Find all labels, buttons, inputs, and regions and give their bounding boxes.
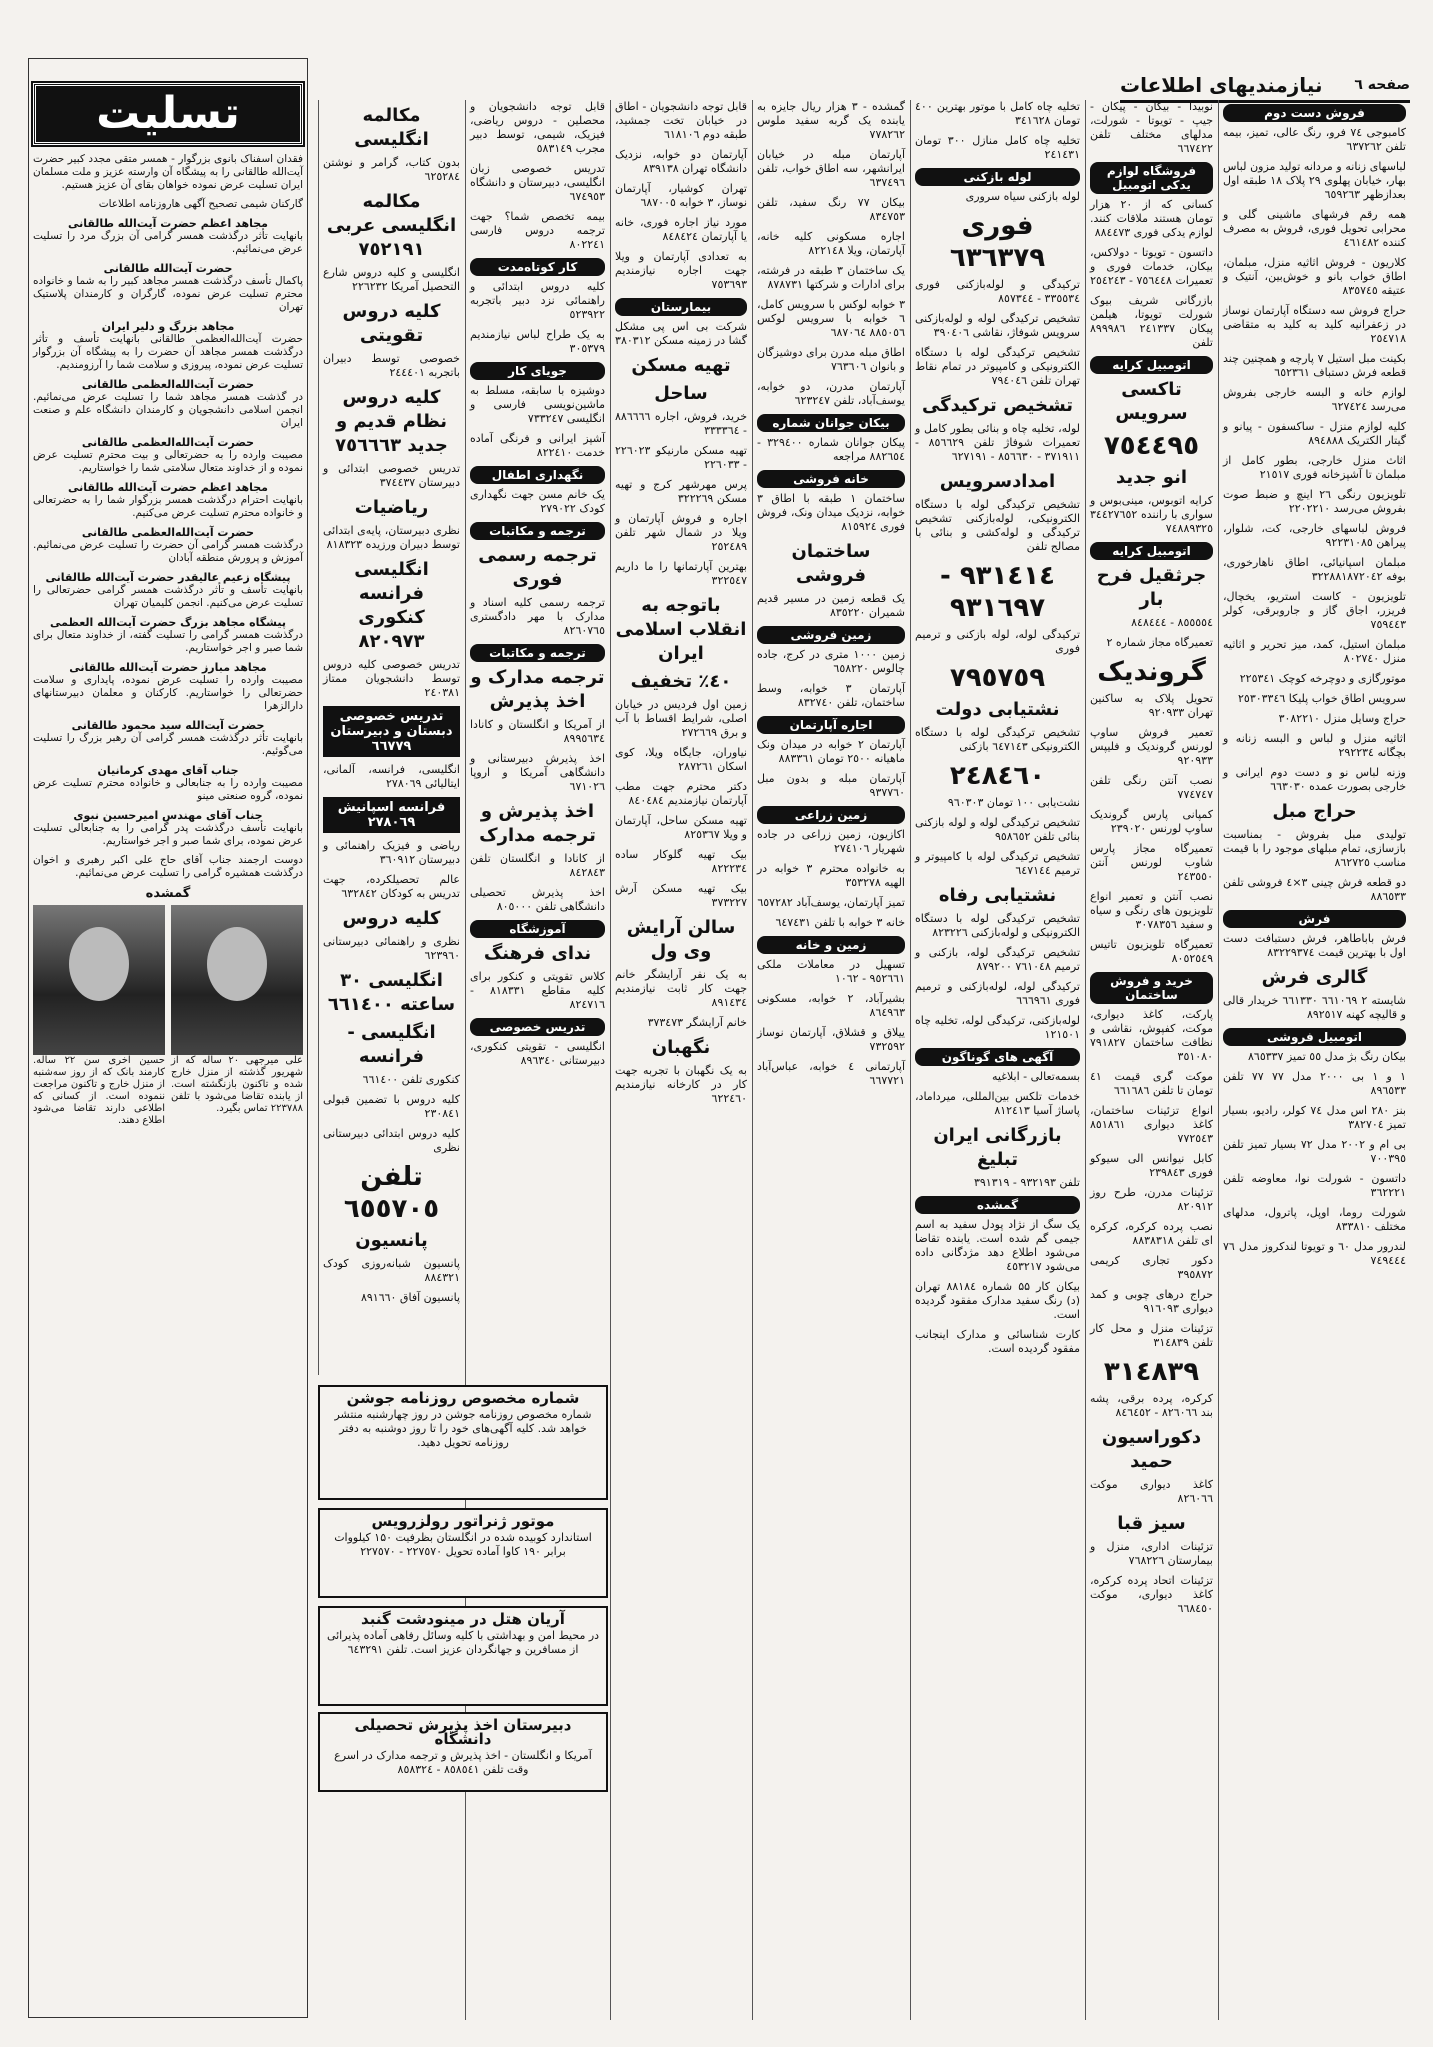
condolence-entry: [33, 616, 303, 655]
condolence-entry-heading: مجاهد بزرگ و دلیر ایران: [101, 320, 235, 333]
classified-ad: بهترین آپارتمانها را ما داریم ٣٢٢٥٤٧: [615, 560, 747, 587]
classified-ad: مکالمه انگلیسی عربی ٧٥٢١٩١: [326, 191, 457, 260]
section-heading: فرش: [1223, 910, 1406, 928]
classified-ad: زمین اول فردیس در خیابان اصلی، شرایط اقساط با آب و برق ٢٧٢٦٦٩: [615, 698, 747, 739]
classified-ad: نگهبان: [651, 1037, 711, 1058]
classified-ad: قابل توجه دانشجویان - اطاق در خیابان تخت جمشید، طبقه دوم ٦١٨١٠٦: [615, 100, 747, 141]
condolence-entry-text: بانهایت احترام درگذشت همسر بزرگوار شما را به حضرتعالی و خانواده محترم تسلیت عرض می‌کنیم.: [33, 494, 303, 519]
condolence-entry-text: فقدان اسفناک بانوی بزرگوار - همسر متقی مجدد کبیر حضرت آیت‌الله طالقانی را به پیشگاه آن وارسته عزیز و ملت مسلمان ایران تسلیت عرض نموده خواهان بقای آن عزیز هستیم.: [33, 153, 303, 191]
missing-person-1: [171, 905, 303, 1127]
classified-ad: حراج وسایل منزل ٣٠٨٢٢١٠: [1278, 712, 1406, 725]
classified-ad: پانسیون: [355, 1230, 428, 1251]
section-heading: اتومبیل کرایه: [1090, 542, 1213, 560]
classified-ad: ریاضی و فیزیک راهنمائی و دبیرستان ٣٦٠٩١٢: [323, 839, 460, 866]
classified-ad: کمپانی پارس گروندیک ساوپ لورنس ٢٣٩٠٢٠: [1090, 808, 1213, 835]
masthead: [1120, 70, 1410, 103]
classified-ad: لباسهای زنانه و مردانه تولید مزون لباس بهار، خیابان پهلوی ۲۹ پلاک ۱۸ طبقه اول بعدازظهر ٦٥٩٢٦٣: [1223, 160, 1406, 201]
classified-ad: به یک نفر آرایشگر خانم جهت کار ثابت نیازمندیم ٨٩١٤٣٤: [615, 968, 747, 1009]
classified-ad: ساختمان ۱ طبقه با اطاق ۳ خوابه، نزدیک میدان ونک، فروش فوری ٨١٥٩٢٤: [757, 492, 905, 533]
classified-ad: کارت شناسائی و مدارک اینجانب مفقود گردیده است.: [915, 1328, 1080, 1355]
classified-ad: ساختمان فروشی: [791, 541, 871, 586]
section-heading: جویای کار: [470, 362, 605, 380]
condolence-entry-heading: حضرت آیت‌الله‌العظمی طالقانی: [81, 378, 255, 391]
classified-ad: تزئینات منزل و محل کار تلفن ٣١٤٨٣٩: [1090, 1322, 1213, 1349]
section-heading: ترجمه و مکاتبات: [470, 522, 605, 540]
classified-ad: کلیه دروس با تضمین قبولی ٢٣٠٨٤١: [323, 1093, 460, 1120]
classified-ad: گروندیک: [1097, 657, 1206, 687]
classified-ad: کامبوجی ٧٤ فرو، رنگ عالی، تمیز، بیمه تلفن ٦٣٧٢٦٢: [1223, 126, 1406, 153]
classified-ad: کلیه لوازم منزل - ساکسفون - پیانو و گیتار الکتریک ٨٩٤٨٨٨: [1223, 420, 1406, 447]
classified-ad: کلیه دروس نظام قدیم و جدید ٧٥٦٦٦٣: [335, 387, 448, 456]
classified-ad: تشخیص ترکیدگی لوله با دستگاه الکترونیکی و لوله‌بازکنی ٨٢٣٢٢٦: [915, 912, 1080, 939]
classified-ad: بیک تهیه مسکن آرش ٣٧٣٢٢٧: [615, 882, 747, 909]
classified-ad: خانم آرایشگر ٣٧٣٤٧٣: [647, 1016, 747, 1029]
classified-ad: کاغذ دیواری موکت ٨٢٦٠٦٦: [1090, 1478, 1213, 1505]
wide-ad-text: آمریکا و انگلستان - اخذ پذیرش و ترجمه مدارک در اسرع وقت تلفن ٨٥٨٥٤١ - ٨٥٨٣٢٤: [334, 1749, 592, 1776]
missing-persons-photos: [33, 905, 303, 1127]
classified-ad: اجاره و فروش آپارتمان و ویلا در شمال شهر تلفن ٢٥٢٤٨٩: [615, 512, 747, 553]
section-heading: کار کوتاه‌مدت: [470, 258, 605, 276]
classified-ad: آپارتمان مبله در خیابان ایرانشهر، سه اطاق خواب، تلفن ٦٣٧٤٩٦: [757, 148, 905, 189]
classified-ad: بشیرآباد، ٢ خوابه، مسکونی ٨٦٤٩٦٣: [757, 992, 906, 1019]
classified-ad: حراج فروش سه دستگاه آپارتمان نوساز در زعفرانیه کلید به کلید به متقاضی ٢٥٤٧١٨: [1223, 304, 1406, 345]
classified-ad: لوازم خانه و البسه خارجی بفروش می‌رسد ٦٢٧٤٢٤: [1223, 386, 1406, 413]
classified-ad: تعمیرگاه مجاز شماره ٢: [1106, 636, 1213, 649]
classified-ad: نظری دبیرستان، پایه‌ی ابتدائی توسط دبیران ورزیده ٨١٨٣٢٣: [323, 524, 460, 551]
classified-ad: انگلیسی فرانسه کنکوری ٨٢٠٩٧٣: [354, 559, 429, 652]
classified-ad: آپارتمان مبله و بدون مبل ٩٣٧٧٦٠: [757, 772, 905, 799]
classified-ad: تلفن ٩٣٢١٩٣ - ٣٩١٣١٩: [973, 1176, 1080, 1189]
section-heading: فروشگاه لوازم یدکی اتومبیل: [1090, 162, 1213, 194]
classified-ad: داتسون - تویوتا - دولاکس، بیکان، خدمات فوری و تعمیرات ٧٥٦٤٤٨ - ٢٥٤٢٤٣: [1090, 246, 1213, 287]
condolence-entry-heading: جناب آقای مهندس امیرحسین نبوی: [73, 809, 263, 822]
classified-ad: تلفن ٦٥٥٧٠٥: [343, 1162, 440, 1224]
condolence-entry-heading: جناب آقای مهدی کرمانیان: [97, 764, 239, 777]
classified-ad: تهیه مسکن ساحل، آپارتمان و ویلا ٨٢٥٣٦٧: [615, 814, 747, 841]
classified-ad: بیکان کار ۵۵ شماره ٨٨١٨٤ تهران (د) رنگ سفید مدارک مفقود گردیده است.: [915, 1280, 1080, 1321]
wide-ad-heading: موتور ژنراتور رولزرویس: [371, 1512, 555, 1530]
classified-ad: خرید، فروش، اجاره ٨٨٦٦٦٦ - ٣٣٣٣٦٤: [615, 410, 747, 437]
classified-ad: ٤٠٪ تخفیف: [630, 671, 732, 692]
classified-ad: تشخیص ترکیدگی لوله با دستگاه الکترونیکی، لوله‌بازکنی تشخیص ترکیدگی و لوله‌کشی و بنائی با مصالح تلفن: [915, 498, 1080, 553]
classified-ad: ٢٤٨٤٦٠: [949, 761, 1046, 791]
classified-ad: ترکیدگی لوله، لوله بازکنی و ترمیم فوری: [915, 628, 1080, 655]
classified-ad: لندرور مدل ٦٠ و تویوتا لندکروز مدل ٧٦ ٧٤٩٤٤٤: [1223, 1240, 1406, 1267]
condolence-entry-heading: حضرت آیت‌الله سید محمود طالقانی: [71, 719, 265, 732]
classified-ad: لوله، تخلیه چاه و بنائی بطور کامل و تعمیرات شوفاژ تلفن ٨٥٦٦٢٩ - ٣٧١٩١١ - ٨٥٦٦٣٠ - ٦٢٧١٩١: [915, 422, 1081, 463]
classified-ad: کنکوری تلفن ٦٦١٤٠٠: [362, 1073, 460, 1086]
classified-ad: تدریس خصوصی ابتدائی و دبیرستان ٣٧٤٤٣٧: [323, 462, 460, 489]
classified-ad: نشت‌یابی ۱۰۰ تومان ٩٦٠٣٠٣: [947, 796, 1080, 809]
condolence-entry: [33, 719, 303, 758]
classified-ad: فرانسه اسپانیش ٢٧٨٠٦٩: [323, 797, 460, 833]
section-heading: اجاره آپارتمان: [757, 716, 905, 734]
classified-ad: سالن آرایش وی ول: [626, 917, 736, 962]
classified-ad: کلاس تقویتی و کنکور برای کلیه مقاطع ٨١٨٣٣١ - ٨٢٤٧١٦: [470, 970, 606, 1011]
classified-ad: بازرگانی ایران تبلیغ: [933, 1125, 1062, 1170]
section-title: نیازمندیهای اطلاعات: [1120, 73, 1323, 97]
classified-ad: تخلیه چاه کامل منازل ٣٠٠ تومان ٢٤١٤٣١: [915, 134, 1080, 161]
classified-ad: تسهیل در معاملات ملکی ٩٥٢٦٦١ - ١٠٦٢: [757, 958, 905, 985]
classified-ad: جرثقیل فرح بار: [1096, 565, 1207, 610]
classified-ad: آپارتمان دو خوابه، نزدیک دانشگاه تهران ٨٣٩١٣٨: [615, 148, 747, 175]
classified-ad: تعمیرگاه مجاز پارس شاوب لورنس آنتن ٢٤٣٥٥٠: [1090, 842, 1213, 883]
page-number: صفحه ٦: [1354, 77, 1410, 93]
classified-ad: به تعدادی آپارتمان و ویلا جهت اجاره نیازمندیم ٧٥٣٦٩٣: [615, 250, 747, 291]
classified-ad: گمشده - ۳ هزار ریال جایزه به یابنده یک گربه سفید ملوس ٧٧٨٢٦٢: [757, 100, 905, 141]
classified-ad: یک قطعه زمین در مسیر قدیم شمیران ٨٣٥٢٢٠: [757, 592, 905, 619]
classified-ad: انگلیسی - تقویتی کنکوری، دبیرستانی ٨٩٦٣٤٠: [470, 1040, 605, 1067]
section-heading: خرید و فروش ساختمان: [1090, 972, 1213, 1004]
classified-ad: انگلیسی و کلیه دروس شارع التحصیل آمریکا ٢٢٦٢٣٢: [323, 266, 460, 293]
classified-ad: کلاریون - فروش اثاثیه منزل، مبلمان، اطاق خواب بانو و خوش‌بین، آنتیک و عتیقه ٨٣٥٧٤٥: [1223, 256, 1406, 297]
condolence-entry-text: مصیبت وارده را تسلیت عرض نموده، پایداری و سلامت حضرتعالی را خواستاریم. کارکنان و معلمان دبیرستانهای دارالزهرا: [33, 674, 303, 712]
classified-ad: دکتر محترم جهت مطب آپارتمان نیازمندیم ٨٤٠٤٨٤: [615, 780, 747, 807]
classified-ad: تشخیص ترکیدگی لوله و لوله‌بازکنی سرویس شوفاژ، نقاشی ٣٩٠٤٠٦: [915, 312, 1080, 339]
section-heading: فروش دست دوم: [1223, 104, 1406, 122]
section-heading: بیمارستان: [615, 298, 747, 316]
condolence-entry-text: در گذشت همسر مجاهد شما را تسلیت عرض می‌نمائیم. انجمن اسلامی دانشجویان و کارمندان دانشگاه علم و صنعت ایران: [33, 391, 303, 429]
missing-person-caption: حسین اخری سن ۲۲ ساله. کارمند بانک که از روز سه‌شنبه از منزل خارج و تاکنون مراجعت ننموده است. از کسانی که اطلاعی دارند تقاضا می‌شود اطلاع دهند.: [33, 1055, 165, 1126]
wide-ad-generator: [318, 1508, 608, 1598]
section-heading: آموزشگاه: [470, 920, 605, 938]
classified-ad: ندای فرهنگ: [483, 943, 592, 964]
classified-ad: ترکیدگی و لوله‌بازکنی فوری ٣٣٥٥٣٤ - ٨٥٧٣٤٤: [915, 278, 1080, 305]
classified-ad: موکت گری قیمت ٤١ تومان تا تلفن ٦٦١٦٨٦: [1090, 1070, 1213, 1097]
wide-ad-heading: آریان هتل در مینودشت گنبد: [361, 1610, 565, 1628]
section-heading: ترجمه و مکاتبات: [470, 644, 605, 662]
classified-ad: اثاث منزل خارجی، بطور کامل از مبلمان تا آشپزخانه فوری ٢١٥١٧: [1223, 454, 1406, 481]
classified-ad: تخلیه چاه کامل با موتور بهترین ٤٠٠ تومان ٣٤١٦٢٨: [915, 100, 1080, 127]
classified-ad: ٩٣١٤١٤ - ٩٣١٦٩٧: [939, 561, 1056, 623]
classified-ad: کرایه اتوبوس، مینی‌بوس و سواری با راننده ٣٤٤٢٧٦٥٢ ٧٤٨٨٩٣٢٥: [1090, 494, 1213, 535]
classified-ad: پانسیون آفاق ٨٩١٦٦٠: [360, 1291, 460, 1304]
classified-ad: حراج درهای چوبی و کمد دیواری ٩١٦٠٩٣: [1090, 1288, 1213, 1315]
classified-ad: همه رقم فرشهای ماشینی گلی و محرابی تحویل فوری، فروش به مصرف کننده ٤٦١٤٨٢: [1223, 208, 1406, 249]
classified-column: [910, 100, 1084, 2020]
classified-ad: کابل نیوانس الی سیوکو فوری ٢٣٩٨٤٣: [1090, 1152, 1213, 1179]
classified-ad: خصوصی توسط دبیران باتجربه ٢٤٤٤٠١: [323, 352, 460, 379]
classified-ad: بدون کتاب، گرامر و نوشتن ٦٢٥٢٨٤: [323, 156, 460, 183]
condolence-entry-text: پاکمال تأسف درگذشت همسر مجاهد کبیر را به شما و خانواده محترم تسلیت عرض نموده، گارگران و کارمندان پلاستیک تهران: [33, 275, 303, 313]
section-heading: زمین فروشی: [757, 626, 905, 644]
classified-ad: بسمه‌تعالی - ابلاغیه: [992, 1070, 1080, 1083]
condolence-entry: [33, 436, 303, 475]
classified-ad: کلیه دروس: [342, 908, 441, 929]
classified-ad: بیکان ۷۷ رنگ سفید، تلفن ٨٣٤٧٥٣: [757, 196, 905, 223]
classified-ad: تعمیر فروش ساوپ لورنس گروندیک و فلیپس ٩٢٠٩٣٣: [1090, 726, 1213, 767]
classified-ad: تشخیص ترکیدگی لوله، بازکنی و ترمیم ٧٦١٠٤٨ ٨٧٩٢٠٠: [915, 946, 1080, 973]
classified-ad: ۱ و ۱ بی ٢٠٠٠ مدل ٧٧ ٧٧ تلفن ٨٩٦٥٣٣: [1223, 1070, 1406, 1097]
classified-ad: داتسون - شورلت نوا، معاوضه تلفن ٣٦٢٢٢١: [1223, 1172, 1406, 1199]
classified-ad: انو جدید: [1115, 467, 1187, 488]
classified-ad: ترجمه رسمی فوری: [478, 545, 597, 590]
classified-ad: نظری و راهنمائی دبیرستانی ٦٢٣٩٦٠: [323, 935, 460, 962]
condolence-entry: [33, 153, 303, 192]
classified-ad: انواع تزئینات ساختمان، کاغذ دیواری ٨٥١٨٦١ ٧٧٢٥٤٣: [1090, 1104, 1213, 1145]
wide-ad-text: استاندارد کوبیده شده در انگلستان بظرفیت ۱۵۰ کیلووات برابر ۱۹۰ کاوا آماده تحویل ٢٢٧٥٧٠ - ٢٢٧٥٧٠: [334, 1531, 592, 1558]
classified-ad: بکینت مبل استیل ٧ پارچه و همچنین چند قطعه فرش دستباف ٦٥٢٣٦١: [1223, 352, 1406, 379]
classified-ad: ریاضیات: [354, 497, 429, 518]
classified-ad: فروش لباسهای خارجی، کت، شلوار، پیراهن ٩٢٢٣١٠٨٥: [1223, 522, 1406, 549]
section-heading: تدریس خصوصی: [470, 1018, 605, 1036]
classified-ad: فوری ٦٣٦٣٧٩: [949, 211, 1046, 273]
condolence-entry-heading: مجاهد اعظم حضرت آیت‌الله طالقانی: [68, 481, 268, 494]
classified-ad: نشتیابی رفاه: [938, 885, 1057, 906]
classified-ad: ترجمه مدارک و اخذ پذیرش: [470, 667, 605, 712]
section-heading: بیکان جوانان شماره: [757, 414, 905, 432]
classified-ad: ساحل: [654, 383, 708, 404]
classified-ad: پیکان جوانان شماره ٣٢٩٤٠٠ - ٨٨٢٦٥٤ مراجعه: [757, 436, 905, 463]
classified-column: [318, 100, 464, 1375]
classified-ad: شایسته ۲ ٦٦١٠٦٩ ٦٦١٣٣٠ خریدار قالی و قالیچه کهنه ٨٩٢٥١٧: [1223, 994, 1406, 1021]
classified-ad: عالم تحصیلکرده، جهت تدریس به کودکان ٦٣٢٨٤٢: [323, 873, 460, 900]
classified-ad: شرکت بی اس پی مشکل گشا در زمینه مسکن ٣٨٠٣١٢: [615, 320, 747, 347]
classified-ad: اجاره مسکونی کلیه خانه، آپارتمان، ویلا ٨٢٢١٤٨: [757, 230, 905, 257]
wide-ad-admission: [318, 1712, 608, 1792]
classified-ad: مبلمان استیل، کمد، میز تحریر و اثاثیه منزل ٨٠٢٧٤٠: [1223, 638, 1406, 665]
classified-ad: تشخیص ترکیدگی: [921, 395, 1074, 416]
classified-ad: تهیه مسکن مارنیکو ٢٢٦٠٢٣ - ٢٢٦٠٣٣: [615, 444, 747, 471]
classified-ad: از آمریکا و انگلستان و کانادا ٨٩٩٥٦٣٤: [470, 718, 605, 745]
classified-ad: بنز ۲۸۰ اس مدل ٧٤ کولر، رادیو، بسیار تمیز ٣٨٢٧٠٤: [1223, 1104, 1406, 1131]
classified-ad: نصب آنتن رنگی تلفن ٧٧٤٧٤٧: [1090, 774, 1213, 801]
classified-ad: تزئینات اداری، منزل و بیمارستان ٧٦٨٢٢٦: [1090, 1540, 1213, 1567]
classified-ad: تهران کوشیار، آپارتمان نوساز، ۳ خوابه ٦٨٧٠٠٥: [615, 182, 747, 209]
classified-column: [1218, 100, 1410, 2020]
classified-ad: باتوجه به انقلاب اسلامی ایران: [615, 595, 747, 664]
condolence-entry: [33, 764, 303, 803]
classified-ad: خدمات تلکس بین‌المللی، میرداماد، پاساژ آسیا ٨١٢٤١٣: [915, 1090, 1080, 1117]
classified-ad: قابل توجه دانشجویان و محصلین - دروس ریاضی، فیزیک، شیمی، توسط دبیر مجرب ٥٨٣١٤٩: [470, 100, 605, 155]
classified-ad: تشخیص ترکیدگی لوله با دستگاه الکترونیکی ٦٤٧١٤٣ بازکنی: [915, 726, 1080, 753]
classified-ad: انگلیسی، فرانسه، آلمانی، ایتالیائی ٢٧٨٠٦٩: [323, 763, 460, 790]
classified-ad: آپارتمان ۳ خوابه، وسط ساختمان، تلفن ٨٣٢٧٤٠: [757, 682, 905, 709]
condolence-entry-heading: پیشگاه مجاهد بزرگ حضرت آیت‌الله العظمی: [49, 616, 286, 629]
wide-ad-heading: دبیرستان اخذ پذیرش تحصیلی دانشگاه: [354, 1716, 572, 1748]
condolence-entry-text: بانهایت تأسف و تأثر درگذشت همسر گرامی حضرتعالی را تسلیت عرض می‌کنیم. انجمن کلیمیان تهران: [33, 584, 303, 609]
classified-ad: زمین ۱۰۰۰ متری در کرج، جاده چالوس ٦٥٨٢٢٠: [757, 648, 905, 675]
classified-ad: تهیه مسکن: [631, 355, 731, 376]
classified-ad: مورد نیاز اجاره فوری، خانه یا آپارتمان ٨٤٨٤٢٤: [615, 216, 747, 243]
classified-ad: سیز قبا: [1117, 1513, 1186, 1534]
condolence-entry: [33, 526, 303, 565]
classified-ad: یک سگ از نژاد پودل سفید به اسم جیمی گم شده است. یابنده تقاضا می‌شود اطلاع دهد مژدگانی داده می‌شود ٤٥٣٢١٧: [915, 1218, 1080, 1273]
classified-ad: پرس مهرشهر کرج و تهیه مسکن ٣٢٢٢٦٩: [615, 478, 747, 505]
classified-ad: پانسیون شبانه‌روزی کودک ٨٨٤٣٢١: [323, 1257, 460, 1284]
section-heading: آگهی های گوناگون: [915, 1048, 1080, 1066]
classified-ad: ٣١٤٨٣٩: [1103, 1357, 1200, 1387]
section-heading: گمشده: [915, 1196, 1080, 1214]
wide-ad-heading: شماره مخصوص روزنامه جوشن: [346, 1389, 580, 1407]
classified-column: [752, 100, 909, 2020]
condolence-entry: [33, 809, 303, 848]
classified-ad: نشتیابی دولت: [935, 699, 1060, 720]
condolence-entry-text: حضرت آیت‌الله‌العظمی طالقانی بانهایت تأسف و تأثر درگذشت همسر مجاهد آن حضرت را به پیشگاه آن بزرگوار تسلیت عرض نموده، پیروزی و سلامت شما را آرزومندیم.: [33, 333, 303, 371]
condolence-entry-text: مصیبت وارده را به جنابعالی و خانواده محترم تسلیت عرض نموده، گروه صنعتی مینو: [33, 777, 303, 802]
classified-ad: آشپز ایرانی و فرنگی آماده خدمت ٨٢٢٤١٠: [470, 432, 605, 459]
classified-ad: تدریس خصوصی دبستان و دبیرستان ٦٦٧٧٩: [323, 706, 460, 757]
classified-ad: تشخیص ترکیدگی لوله با کامپیوتر و ترمیم ٦٤٧١٤٤: [915, 850, 1080, 877]
classified-ad: پارکت، کاغذ دیواری، موکت، کفپوش، نقاشی و نظافت ساختمان ٧٩١٨٢٧ ٣٥١٠٨٠: [1090, 1008, 1213, 1063]
condolence-entries: [33, 153, 303, 880]
classified-ad: تشخیص ترکیدگی لوله با دستگاه الکترونیکی و کامپیوتر در تمام نقاط تهران تلفن ٧٩٤٠٤٦: [915, 346, 1080, 387]
classified-ad: تلویزیون - کاست استریو، یخچال، فریزر، اجاق گاز و جاروبرقی، کولر ٧٥٩٤٤٣: [1223, 590, 1406, 631]
classified-ad: تولیدی مبل بفروش - بمناسبت بازسازی، تمام مبلهای موجود را با قیمت مناسب ٨٦٢٧٢٥: [1223, 828, 1406, 869]
missing-person-photo: [33, 905, 165, 1055]
classified-ad: ترجمه رسمی کلیه اسناد و مدارک با مهر دادگستری ٨٢٦٠٧٦٥: [470, 596, 605, 637]
classified-ad: امدادسرویس: [939, 471, 1056, 492]
classified-ad: شورلت روما، اوپل، پاترول، مدلهای مختلف ٨٣٣٨١٠: [1223, 1206, 1406, 1233]
wide-ad-text: شماره مخصوص روزنامه جوشن در روز چهارشنبه منتشر خواهد شد. کلیه آگهی‌های خود را تا روز دوشنبه به دفتر روزنامه تحویل دهید.: [334, 1408, 592, 1449]
classified-ad: بیمه تخصص شما؟ جهت ترجمه دروس فارسی ٨٠٢٢٤١: [470, 210, 605, 251]
classified-ad: لوله‌بازکنی، ترکیدگی لوله، تخلیه چاه ١٢١٥٠١: [915, 1014, 1080, 1041]
classified-ad: نوبیدا - بیکان - پیکان - جیپ - تویوتا - شورلت، مدلهای مختلف تلفن ٦٦٧٤٢٢: [1090, 100, 1213, 155]
classified-ad: بیکان رنگ بژ مدل ٥٥ تمیز ٨٦٥٣٣٧: [1248, 1050, 1406, 1063]
classified-ad: انگلیسی - فرانسه: [347, 1022, 436, 1067]
classified-ad: انگلیسی ٣٠ ساعته ٦٦١٤٠٠: [327, 970, 456, 1015]
condolence-entry: [33, 198, 303, 211]
condolence-entry-text: درگذشت همسر گرامی آن حضرت را تسلیت عرض می‌نمائیم. آموزش و پرورش منطقه آبادان: [33, 539, 303, 564]
classified-ad: به یک نگهبان با تجربه جهت کار در کارخانه نیازمندیم ٦٢٢٤٦٠: [615, 1064, 747, 1105]
section-heading: اتومبیل کرایه: [1090, 356, 1213, 374]
condolence-entry-heading: حضرت آیت‌الله طالقانی: [103, 262, 233, 275]
condolence-entry-heading: مجاهد مبارز حضرت آیت‌الله طالقانی: [69, 661, 267, 674]
classified-ad: مکالمه انگلیسی: [354, 105, 429, 150]
classified-ad: دوشیزه با سابقه، مسلط به ماشین‌نویسی فارسی و انگلیسی ٧٣٣٢٤٧: [470, 384, 605, 425]
condolence-entry-heading: مجاهد اعظم حضرت آیت‌الله طالقانی: [68, 217, 268, 230]
classified-ad: دکوراسیون حمید: [1101, 1427, 1202, 1472]
classified-ad: کلیه دروس ابتدائی دبیرستانی نظری: [323, 1127, 460, 1154]
section-heading: نگهداری اطفال: [470, 466, 605, 484]
condolence-entry-text: بانهایت تأثر درگذشت همسر گرامی آن رهبر بزرگ را تسلیت می‌گوئیم.: [33, 732, 303, 757]
classified-ad: یک ساختمان ۳ طبقه در فرشته، برای ادارات و شرکتها ٨٧٨٧٣١: [757, 264, 905, 291]
condolence-panel: [28, 58, 308, 2018]
classified-ad: ترکیدگی لوله، لوله‌بازکنی و ترمیم فوری ٦٦٦٩٦١: [915, 980, 1080, 1007]
classified-ad: تاکسی سرویس: [1115, 379, 1188, 424]
condolence-entry-text: گارکنان شیمی تصحیح آگهی هاروزنامه اطلاعات: [98, 198, 303, 210]
condolence-entry: [33, 320, 303, 372]
classified-ad: تزئینات اتحاد پرده کرکره، کاغذ دیواری، موکت ٦٦٨٤٥٠: [1090, 1574, 1213, 1615]
condolence-entry: [33, 571, 303, 610]
classified-ad: ۳ خوابه لوکس با سرویس کامل، ٦ خوابه با سرویس لوکس ٨٨٥٠٥٦ ٦٨٧٠٦٤: [757, 298, 905, 339]
condolence-entry: [33, 217, 303, 256]
classified-ad: لوله بازکنی سیاه سروری: [965, 190, 1080, 203]
classified-ad: تحویل پلاک به ساکنین تهران ٩٢٠٩٣٣: [1090, 692, 1213, 719]
classified-ad: به خانواده محترم ۳ خوابه در الهیه ٣٥٣٢٧٨: [757, 862, 906, 889]
classified-ad: کلیه دروس تقویتی: [342, 301, 441, 346]
condolence-entry-text: درگذشت همسر گرامی را تسلیت گفته، از خداوند متعال برای شما صبر و اجر خواستاریم.: [33, 629, 303, 654]
classified-ad: تمیز آپارتمان، یوسف‌آباد ٦٥٧٢٨٢: [757, 896, 905, 909]
section-heading: لوله بازکنی: [915, 168, 1080, 186]
condolence-entry-heading: حضرت آیت‌الله‌العظمی طالقانی: [81, 526, 255, 539]
classified-ad: اکازیون، زمین زراعی در جاده شهریار ٢٧٤١٠٦: [757, 828, 905, 855]
condolence-entry-heading: پیشگاه زعیم عالیقدر حضرت آیت‌الله طالقانی: [45, 571, 291, 584]
condolence-entry: [33, 378, 303, 430]
classified-ad: موتورگازی و دوچرخه کوچک ٢٢٥٣٤١: [1239, 672, 1406, 685]
classified-ad: سرویس اطاق خواب پلیکا ٢٥٣٠٣٣٤٦: [1238, 692, 1406, 705]
classified-ad: آپارتمان مدرن، دو خوابه، یوسف‌آباد، تلفن ٦٢٣٢٤٧: [757, 380, 905, 407]
missing-person-caption: علی میرجهی ۲۰ ساله که از شهریور گذشته از منزل خارج شده و تاکنون بازنگشته است. از یابنده تقاضا می‌شود با تلفن ۲۲۳۷۸۸ تماس بگیرد.: [171, 1055, 303, 1114]
classified-ad: ٧٥٤٤٩٥: [1103, 431, 1200, 461]
classified-ad: وزنه لباس نو و دست دوم ایرانی و خارجی بصورت عمده ٦٦٣٠٣٠: [1223, 766, 1406, 793]
classified-ad: تلویزیون رنگی ۲٦ اینچ و ضبط صوت بفروش می‌رسد ٢٢٠٢٢١٠: [1223, 488, 1406, 515]
wide-ad-text: در محیط امن و بهداشتی با کلیه وسائل رفاهی آماده پذیرائی از مسافرین و جهانگردان عزیز است. تلفن ٦٤٣٢٩١: [326, 1629, 600, 1656]
classified-ad: آپارتمان ٢ خوابه در میدان ونک ماهیانه ٢٥٠٠ تومان ٨٨٣٣٦١: [757, 738, 905, 765]
section-heading: خانه فروشی: [757, 470, 905, 488]
classified-ad: به یک طراح لباس نیازمندیم ٣٠٥٣٧٩: [470, 328, 605, 355]
classified-ad: تدریس خصوصی زبان انگلیسی، دبیرستان و دانشگاه ٦٧٤٩٥٣: [470, 162, 605, 203]
classified-ad: ٨٥٥٥٥٤ - ٨٤٨٤٤٤: [1131, 616, 1213, 629]
condolence-entry: [33, 262, 303, 314]
section-heading: زمین و خانه: [757, 936, 905, 954]
classified-ad: خانه ٣ خوابه با تلفن ٦٤٧٤٣١: [775, 916, 905, 929]
classified-ad: اخذ پذیرش دبیرستانی و دانشگاهی آمریکا و اروپا ٦٧١٠٢٦: [470, 752, 605, 793]
condolence-entry-heading: حضرت آیت‌الله‌العظمی طالقانی: [81, 436, 255, 449]
classified-ad: کرکره، پرده برقی، پشه بند ٨٢٦٠٦٦ - ٨٤٦٤٥٢: [1090, 1392, 1213, 1419]
classified-ad: تشخیص ترکیدگی لوله و لوله بازکنی بنائی تلفن ٩٥٨٦٥٢: [915, 816, 1080, 843]
classified-ad: اخذ پذیرش تحصیلی دانشگاهی تلفن ٨٠٥٠٠٠: [470, 886, 605, 913]
classified-ad: بازرگانی شریف بیوک شورلت تویوتا، هیلمن پیکان ٢٤١٣٣٧ ٨٩٩٩٨٦ تلفن: [1090, 294, 1213, 349]
classified-ad: کلیه دروس ابتدائی و راهنمائی نزد دبیر باتجربه ٥٢٣٩٢٢: [470, 280, 605, 321]
classified-ad: ییلاق و قشلاق، آپارتمان نوساز ٧٣٢٥٩٢: [757, 1026, 905, 1053]
classified-ad: دو قطعه فرش چینی ٣×٤ فروشی تلفن ٨٨٦٥٣٣: [1223, 876, 1406, 903]
classified-ad: مبلمان اسپانیائی، اطاق ناهارخوری، بوفه ٣٢٢٨٨١٨٧٢٠٤٢: [1223, 556, 1406, 583]
classified-column: [610, 100, 751, 2020]
classified-ad: بیک تهیه گلوکار ساده ٨٢٢٢٣٤: [615, 848, 747, 875]
missing-person-2: [33, 905, 165, 1127]
classified-ad: تزئینات مدرن، طرح روز ٨٢٠٩١٢: [1090, 1186, 1213, 1213]
classified-ad: دکور تجاری کریمی ٣٩٥٨٧٢: [1090, 1254, 1213, 1281]
classified-ad: حراج مبل: [1272, 801, 1357, 822]
condolence-entry: [33, 854, 303, 880]
classified-ad: نصب آنتن و تعمیر انواع تلویزیون های رنگی و سیاه و سفید ٣٠٧٨٣٥٦: [1090, 890, 1213, 931]
condolence-entry: [33, 481, 303, 520]
missing-heading: گمشده: [145, 886, 191, 901]
condolence-entry-text: دوست ارجمند جناب آقای حاج علی اکبر رهبری و اخوان درگذشت همشیره گرامی را تسلیت عرض می‌نمائیم.: [33, 854, 303, 879]
classified-ad: نیاوران، جایگاه ویلا، کوی اسکان ٢٨٧٢٦١: [615, 746, 747, 773]
classified-ad: تدریس خصوصی کلیه دروس توسط دانشجویان ممتاز ٢٤٠٣٨١: [323, 658, 460, 699]
classified-ad: از کانادا و انگلستان تلفن ٨٤٢٨٤٣: [470, 852, 605, 879]
classified-ad: اثاثیه منزل و لباس و البسه زنانه و بچگانه ٢٩٢٢٣٤: [1223, 732, 1406, 759]
classified-ad: اخذ پذیرش و ترجمه مدارک: [479, 801, 596, 846]
classified-column: [1085, 100, 1217, 2020]
classified-ad: فرش باباطاهر، فرش دستبافت دست اول با بهترین قیمت ٨٣٢٢٩٣٧٤: [1223, 932, 1406, 959]
section-heading: اتومبیل فروشی: [1223, 1028, 1406, 1046]
condolence-entry-text: بانهایت تأسف درگذشت پدر گرامی را به جنابعالی تسلیت عرض نموده، برای شما صبر و اجر خواستاریم.: [33, 822, 303, 847]
condolence-entry: [33, 661, 303, 713]
missing-person-photo: [171, 905, 303, 1055]
classified-ad: ٧٩٥٧٥٩: [949, 663, 1046, 693]
classified-ad: گالری فرش: [1261, 967, 1368, 988]
condolence-entry-text: بانهایت تأثر درگذشت همسر گرامی آن بزرگ مرد را تسلیت عرض می‌نمائیم.: [33, 230, 303, 255]
wide-ad-joshan: [318, 1385, 608, 1500]
classified-ad: تعمیرگاه تلویزیون تاتیس ٨٠٥٢٥٤٩: [1090, 938, 1213, 965]
classified-ad: یک خانم مسن جهت نگهداری کودک ٢٧٩٠٢٢: [470, 488, 605, 515]
classified-ad: آپارتمانی ٤ خوابه، عباس‌آباد ٦٦٧٧٢١: [757, 1060, 905, 1087]
classified-ad: نصب پرده کرکره، کرکره ای تلفن ٨٨٣٨٣١٨: [1090, 1220, 1213, 1247]
wide-ad-hotel: [318, 1606, 608, 1706]
classified-ad: اطاق مبله مدرن برای دوشیزگان و بانوان ٧٦٣٦٠٦: [757, 346, 905, 373]
condolence-entry-text: مصیبت وارده را به حضرتعالی و بیت محترم تسلیت عرض نموده و از خداوند متعال سلامتی شما را خواستاریم.: [33, 449, 303, 474]
section-heading: زمین زراعی: [757, 806, 905, 824]
classified-ad: کسانی که از ۲۰ هزار تومان هستند ملاقات کنند. لوازم یدکی فوری ٨٨٤٤٧٣: [1090, 198, 1213, 239]
classified-ad: بی ام و ٢٠٠٢ مدل ٧٢ بسیار تمیز تلفن ٧٠٠٣٩٥: [1223, 1138, 1406, 1165]
condolence-banner: تسلیت: [33, 83, 303, 145]
